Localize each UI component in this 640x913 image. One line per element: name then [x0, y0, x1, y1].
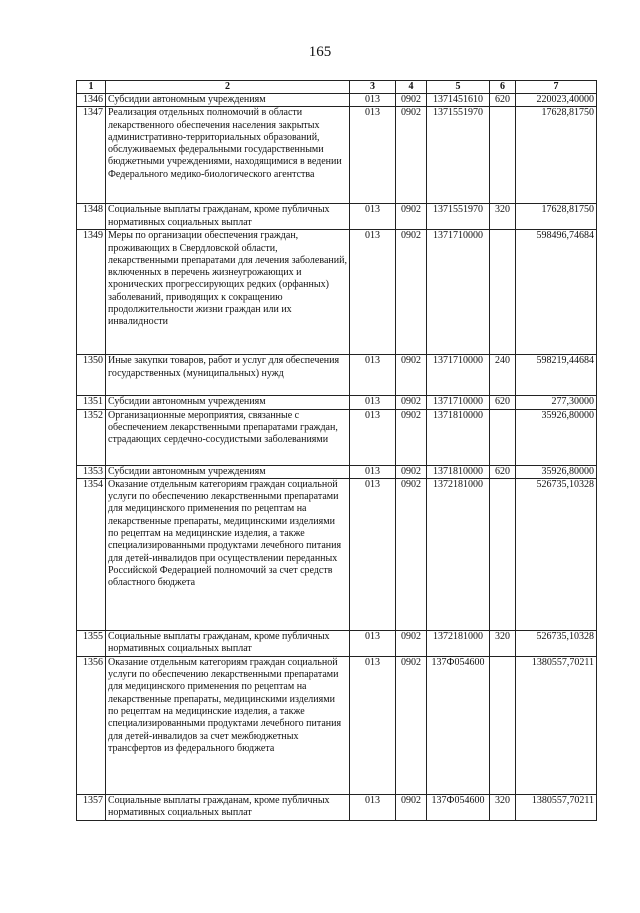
row-ministry-code: 013 — [350, 204, 396, 230]
row-ministry-code: 013 — [350, 478, 396, 630]
row-article-code: 1372181000 — [427, 630, 490, 656]
row-expense-type: 240 — [490, 355, 516, 396]
row-amount: 220023,40000 — [516, 94, 597, 107]
row-section-code: 0902 — [396, 794, 427, 820]
row-ministry-code: 013 — [350, 396, 396, 409]
row-number: 1348 — [77, 204, 106, 230]
column-header: 6 — [490, 81, 516, 94]
row-section-code: 0902 — [396, 656, 427, 794]
table-row — [77, 630, 597, 656]
table-row — [77, 478, 597, 630]
table-row — [77, 230, 597, 355]
column-header: 5 — [427, 81, 490, 94]
column-header: 3 — [350, 81, 396, 94]
row-article-code: 1371810000 — [427, 409, 490, 465]
row-section-code: 0902 — [396, 409, 427, 465]
budget-table — [76, 80, 597, 821]
row-section-code: 0902 — [396, 107, 427, 204]
row-number: 1357 — [77, 794, 106, 820]
row-section-code: 0902 — [396, 204, 427, 230]
row-amount: 598496,74684 — [516, 230, 597, 355]
row-expense-type: 320 — [490, 204, 516, 230]
row-name: Субсидии автономным учреждениям — [106, 396, 350, 409]
header-row — [77, 81, 597, 94]
row-expense-type: 620 — [490, 396, 516, 409]
row-section-code: 0902 — [396, 230, 427, 355]
row-section-code: 0902 — [396, 630, 427, 656]
row-expense-type — [490, 478, 516, 630]
table-row — [77, 107, 597, 204]
row-name: Организационные мероприятия, связанные с обеспечением лекарственными препаратами граждан, страдающих сердечно-сосудистыми заболеваниями — [106, 409, 350, 465]
row-name: Социальные выплаты гражданам, кроме публичных нормативных социальных выплат — [106, 794, 350, 820]
row-number: 1356 — [77, 656, 106, 794]
row-expense-type — [490, 656, 516, 794]
row-name: Оказание отдельным категориям граждан социальной услуги по обеспечению лекарственными препаратами для медицинского применения по рецептам на лекарственные препараты, медицинскими изделиями по рецептам на медицинские изделия, а также специализированными продуктами лечебного питания для детей-инвалидов за счет межбюджетных трансфертов из федерального бюджета — [106, 656, 350, 794]
row-name: Субсидии автономным учреждениям — [106, 465, 350, 478]
row-amount: 35926,80000 — [516, 409, 597, 465]
row-article-code: 1371710000 — [427, 230, 490, 355]
row-ministry-code: 013 — [350, 630, 396, 656]
row-number: 1351 — [77, 396, 106, 409]
row-expense-type: 620 — [490, 94, 516, 107]
row-section-code: 0902 — [396, 94, 427, 107]
row-amount: 35926,80000 — [516, 465, 597, 478]
row-name: Реализация отдельных полномочий в области лекарственного обеспечения населения закрытых административно-территориальных образований, обслуживаемых федеральными государственными бюджетными учреждениями, находящимися в ведении Федерального медико-биологического агентства — [106, 107, 350, 204]
row-name: Оказание отдельным категориям граждан социальной услуги по обеспечению лекарственными препаратами для медицинского применения по рецептам на лекарственные препараты, медицинскими изделиями по рецептам на медицинские изделия, а также специализированными продуктами лечебного питания для детей-инвалидов при осуществлении переданных Российской Федерацией полномочий за счет средств областного бюджета — [106, 478, 350, 630]
row-section-code: 0902 — [396, 396, 427, 409]
row-expense-type — [490, 409, 516, 465]
row-number: 1346 — [77, 94, 106, 107]
row-amount: 17628,81750 — [516, 204, 597, 230]
row-amount: 526735,10328 — [516, 630, 597, 656]
row-article-code: 1371551970 — [427, 107, 490, 204]
row-section-code: 0902 — [396, 465, 427, 478]
row-ministry-code: 013 — [350, 465, 396, 478]
table-row — [77, 409, 597, 465]
row-article-code: 1371451610 — [427, 94, 490, 107]
row-expense-type: 620 — [490, 465, 516, 478]
row-number: 1349 — [77, 230, 106, 355]
row-expense-type: 320 — [490, 794, 516, 820]
column-header: 4 — [396, 81, 427, 94]
row-ministry-code: 013 — [350, 656, 396, 794]
row-number: 1355 — [77, 630, 106, 656]
row-number: 1350 — [77, 355, 106, 396]
row-name: Социальные выплаты гражданам, кроме публичных нормативных социальных выплат — [106, 630, 350, 656]
row-expense-type — [490, 107, 516, 204]
column-header: 2 — [106, 81, 350, 94]
row-name: Социальные выплаты гражданам, кроме публичных нормативных социальных выплат — [106, 204, 350, 230]
table-row — [77, 794, 597, 820]
row-name: Субсидии автономным учреждениям — [106, 94, 350, 107]
row-ministry-code: 013 — [350, 94, 396, 107]
row-article-code: 1371551970 — [427, 204, 490, 230]
row-expense-type: 320 — [490, 630, 516, 656]
row-amount: 17628,81750 — [516, 107, 597, 204]
row-amount: 277,30000 — [516, 396, 597, 409]
row-section-code: 0902 — [396, 355, 427, 396]
row-ministry-code: 013 — [350, 107, 396, 204]
page-number: 165 — [308, 44, 332, 60]
row-article-code: 1372181000 — [427, 478, 490, 630]
row-number: 1347 — [77, 107, 106, 204]
row-article-code: 1371710000 — [427, 355, 490, 396]
row-ministry-code: 013 — [350, 355, 396, 396]
row-name: Иные закупки товаров, работ и услуг для обеспечения государственных (муниципальных) нужд — [106, 355, 350, 396]
row-article-code: 1371810000 — [427, 465, 490, 478]
row-number: 1353 — [77, 465, 106, 478]
row-expense-type — [490, 230, 516, 355]
row-ministry-code: 013 — [350, 794, 396, 820]
row-amount: 1380557,70211 — [516, 656, 597, 794]
row-article-code: 137Ф054600 — [427, 656, 490, 794]
table-row — [77, 94, 597, 107]
column-header: 1 — [77, 81, 106, 94]
row-section-code: 0902 — [396, 478, 427, 630]
row-name: Меры по организации обеспечения граждан, проживающих в Свердловской области, лекарственными препаратами для лечения заболеваний, включенных в перечень жизнеугрожающих и хронических прогрессирующих редких (орфанных) заболеваний, приводящих к сокращению продолжительности жизни граждан или их инвалидности — [106, 230, 350, 355]
row-amount: 1380557,70211 — [516, 794, 597, 820]
row-ministry-code: 013 — [350, 409, 396, 465]
table-row — [77, 656, 597, 794]
row-article-code: 137Ф054600 — [427, 794, 490, 820]
row-article-code: 1371710000 — [427, 396, 490, 409]
column-header: 7 — [516, 81, 597, 94]
row-ministry-code: 013 — [350, 230, 396, 355]
row-amount: 598219,44684 — [516, 355, 597, 396]
row-amount: 526735,10328 — [516, 478, 597, 630]
table-row — [77, 355, 597, 396]
table-row — [77, 396, 597, 409]
table-row — [77, 204, 597, 230]
row-number: 1354 — [77, 478, 106, 630]
row-number: 1352 — [77, 409, 106, 465]
table-row — [77, 465, 597, 478]
